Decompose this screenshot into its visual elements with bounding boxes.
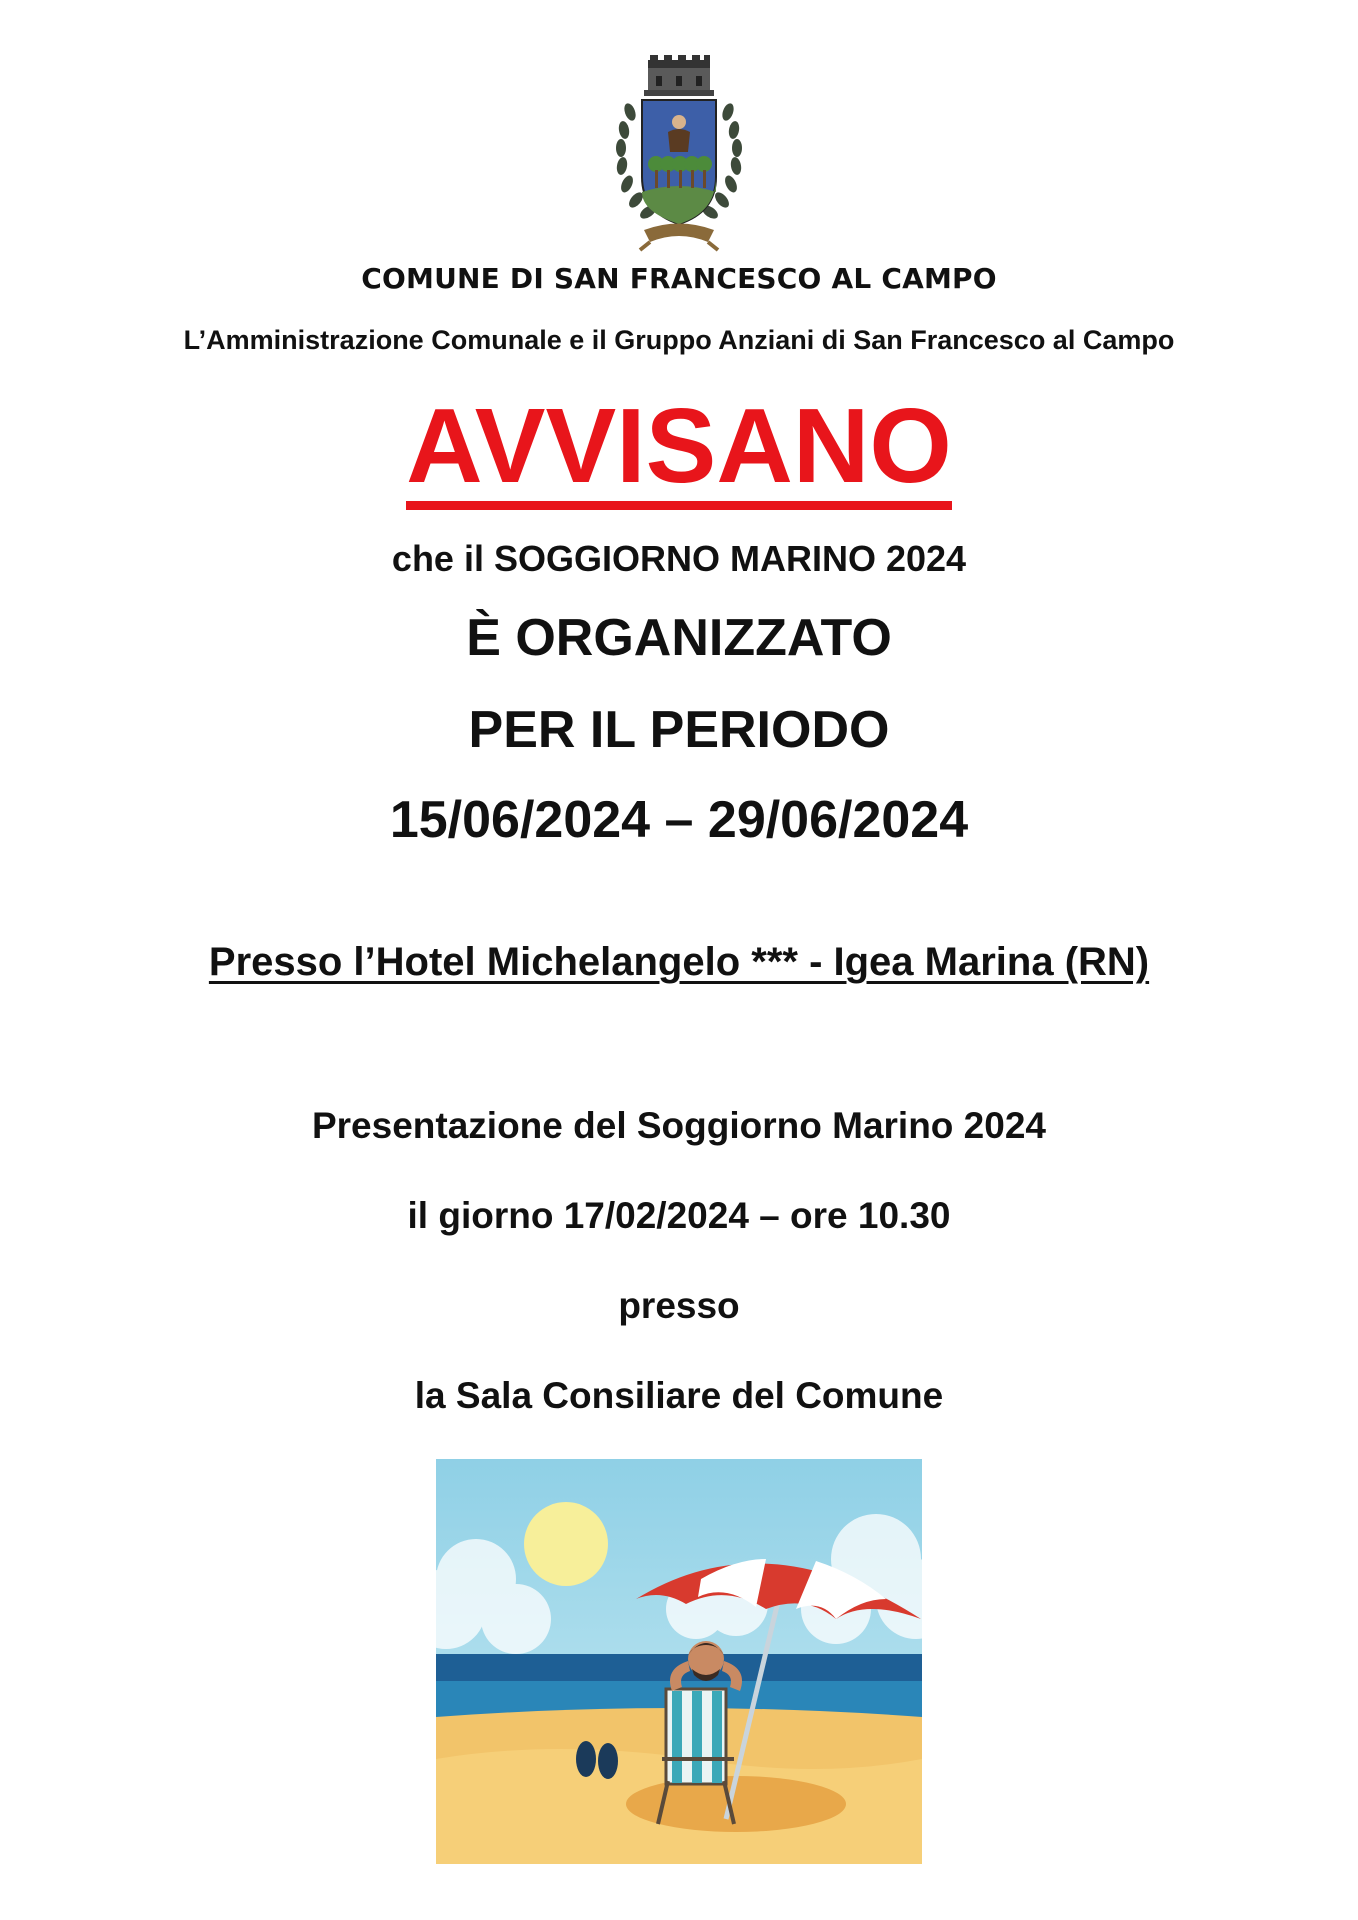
- venue-text: la Sala Consiliare del Comune: [414, 1375, 944, 1416]
- coat-of-arms-icon: [604, 52, 754, 252]
- subtitle: L’Amministrazione Comunale e il Gruppo Anziani di San Francesco al Campo: [183, 325, 1175, 355]
- presentation-title: Presentazione del Soggiorno Marino 2024: [311, 1105, 1046, 1146]
- municipality-name: COMUNE DI SAN FRANCESCO AL CAMPO: [361, 262, 997, 295]
- hotel-location: Presso l’Hotel Michelangelo *** - Igea Marina (RN): [208, 940, 1150, 984]
- period-dates: 15/06/2024 – 29/06/2024: [389, 791, 969, 849]
- presentation-date: il giorno 17/02/2024 – ore 10.30: [407, 1195, 951, 1236]
- beach-umbrella-illustration-icon: [436, 1459, 922, 1864]
- crown-icon: [644, 55, 714, 96]
- organized-text: È ORGANIZZATO: [466, 609, 892, 667]
- hotel-wrap: [0, 940, 1358, 985]
- headline: AVVISANO: [406, 391, 952, 510]
- headline-wrap: [0, 388, 1358, 510]
- presso-text: presso: [618, 1285, 740, 1326]
- period-label: PER IL PERIODO: [468, 701, 890, 759]
- intro-text: che il SOGGIORNO MARINO 2024: [391, 538, 967, 579]
